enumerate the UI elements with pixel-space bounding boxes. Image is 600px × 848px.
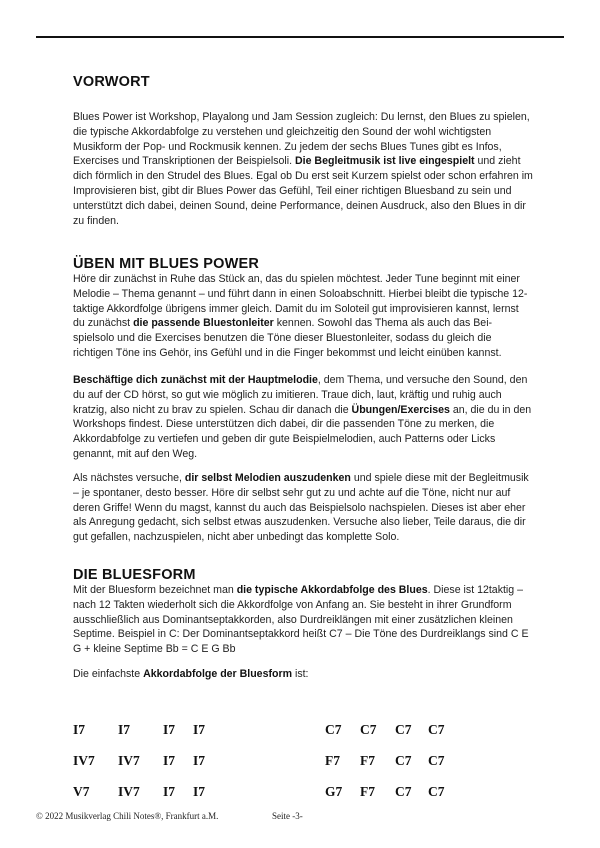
chord-symbol: F7 — [360, 784, 375, 799]
emphasis: Übungen/Exercises — [351, 403, 450, 416]
chord-degree: I7 — [163, 784, 176, 799]
footer-copyright: © 2022 Musikverlag Chili Notes®, Frankfurt a.M. — [36, 811, 219, 821]
paragraph: Blues Power ist Workshop, Playalong und Jam Session zugleich: Du lernst, den Blues zu spielen, die typische Akkordabfolge zu verstehen und gleichzeitig den Sound der wohl wichtigsten Musikform der Pop- und Rockmusik kennen. Zu jedem der sechs Blues Tunes gibt es Infos, Exercises und Transkriptionen der Beispielsoli. Die Begleitmusik ist live eingespielt und zieht dich förmlich in den Strudel des Blues. Egal ob Du erst seit Kurzem spielst oder schon erfahren im Improvisieren bist, gibt dir Blues Power das Gefühl, Teil einer richtigen Bluesband zu sein und unterstützt dich dabei, deinen Sound, deine Performance, deinen Ausdruck, also den Blues in dir zu finden. — [73, 111, 533, 227]
chord-degree: I7 — [163, 753, 176, 768]
paragraph: Als nächstes versuche, dir selbst Melodien auszudenken und spiele diese mit der Begleitmusik – je spontaner, desto besser. Höre dir selbst sehr gut zu und achte auf die Töne, nicht nur auf deren Griffe! Wenn du magst, kannst du auch das Beispielsolo nachspielen. Dieses ist aber eher als Anregung gedacht, sich selbst etwas auszudenken. Versuche also lieber, Teile daraus, die dir gut gefallen, nachzuspielen, nicht aber unbedingt das komplette Solo. — [73, 472, 529, 544]
chord-symbol: F7 — [360, 753, 375, 768]
chord-degree: IV7 — [118, 784, 140, 799]
chord-degree: V7 — [73, 784, 90, 799]
top-rule — [36, 36, 564, 38]
chord-symbol: C7 — [395, 784, 412, 799]
chord-degree: IV7 — [73, 753, 95, 768]
chord-symbol: C7 — [395, 753, 412, 768]
chord-row — [73, 722, 513, 753]
chord-symbol: C7 — [428, 784, 445, 799]
chord-symbol: C7 — [360, 722, 377, 737]
heading-bluesform: DIE BLUESFORM — [73, 567, 196, 583]
heading-vorwort: VORWORT — [73, 74, 150, 90]
chord-symbol: G7 — [325, 784, 343, 799]
chord-symbol: C7 — [395, 722, 412, 737]
emphasis: Die Begleitmusik ist live eingespielt — [295, 155, 475, 168]
chord-degree: I7 — [193, 722, 206, 737]
chord-degree: I7 — [193, 784, 206, 799]
heading-ueben: ÜBEN MIT BLUES POWER — [73, 256, 260, 272]
paragraph: Höre dir zunächst in Ruhe das Stück an, das du spielen möchtest. Jeder Tune beginnt mit einer Melodie – Thema genannt – und führt dann in einen Soloabschnitt. Hierbei bleibt die typische 12- taktige Akkordfolge übrigens immer gleich. Damit du im Soloteil gut improvisieren kannst, lernst du zunächst die passende Bluestonleiter kennen. Sowohl das Thema als auch das Bei- spielsolo und die Exercises benutzen die Töne dieser Bluestonleiter, sodass du gleich die richtigen Töne ins Gehör, ins Gefühl und in die Finger bekommst und leicht einüben kannst. — [73, 273, 528, 359]
chord-symbol: F7 — [325, 753, 340, 768]
chord-degree: IV7 — [118, 753, 140, 768]
chord-degree: I7 — [118, 722, 131, 737]
paragraph: Die einfachste Akkordabfolge der Bluesform ist: — [73, 668, 309, 680]
chord-row — [73, 753, 513, 784]
footer-page-number: Seite -3- — [272, 811, 303, 821]
chord-degree: I7 — [73, 722, 86, 737]
chord-degree: I7 — [193, 753, 206, 768]
paragraph: Beschäftige dich zunächst mit der Hauptmelodie, dem Thema, und versuche den Sound, den du auf der CD hörst, so gut wie möglich zu imitieren. Traue dich, laut, kräftig und ruhig auch kratzig, also nicht zu brav zu spielen. Schau dir danach die Übungen/Exercises an, die du in den Workshops findest. Diese unterstützen dich dabei, dir die passenden Töne zu merken, die Akkordabfolge zu vertiefen und geben dir gute Beispielmelodien, auch Patterns oder Licks genannt, mit auf den Weg. — [73, 374, 532, 460]
chord-degree: I7 — [163, 722, 176, 737]
emphasis: Beschäftige dich zunächst mit der Hauptmelodie — [73, 374, 318, 386]
paragraph: Mit der Bluesform bezeichnet man die typische Akkordabfolge des Blues. Diese ist 12taktig – nach 12 Takten wiederholt sich die Akkordfolge von Anfang an. Sie besteht in ihrer Grundform ausschließlich aus Dominantseptakkorden, also Durdreiklängen mit einer zusätzlichen kleinen Septime. Beispiel in C: Der Dominantseptakkord heißt C7 – Die Töne des Durdreiklangs sind C E G + kleine Septime Bb = C E G Bb — [73, 584, 529, 656]
chord-symbol: C7 — [428, 753, 445, 768]
chord-grid — [73, 722, 513, 815]
emphasis: Akkordabfolge der Bluesform — [143, 668, 293, 680]
chord-symbol: C7 — [325, 722, 342, 737]
emphasis: die passende Bluestonleiter — [133, 317, 274, 330]
emphasis: dir selbst Melodien auszudenken — [184, 472, 351, 484]
emphasis: die typische Akkordabfolge des Blues — [236, 584, 428, 596]
chord-symbol: C7 — [428, 722, 445, 737]
